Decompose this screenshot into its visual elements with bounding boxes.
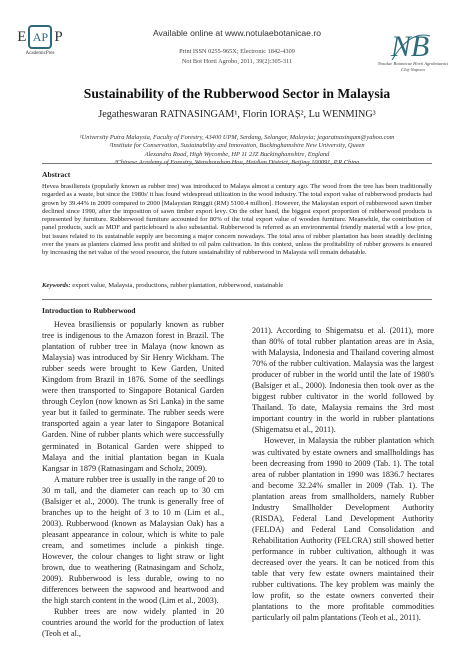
keywords xyxy=(42,282,432,290)
divider-top xyxy=(42,163,432,164)
body-paragraph: 2011). According to Shigematsu et al. (2011), more than 80% of total rubber plantation areas are in Asia, with Malaysia, Indonesia and Thailand covering almost 70% of the rubber cultivation. Malaysia was the largest producer of rubber in the world until the late of 1980's (Balsiger et al., 2000). Indonesia then took over as the biggest rubber cultivator in the world followed by Thailand. To date, Malaysia remains the 3rd most important country in the world in rubber plantations (Shigematsu et al., 2011). xyxy=(252,326,434,435)
left-column xyxy=(42,319,224,639)
logo-letter-p: P xyxy=(54,28,63,45)
issn-text: Print ISSN 0255-965X; Electronic 1842-4309 xyxy=(179,48,295,55)
logo-letter-e: E xyxy=(17,28,27,45)
journal-logo-icon xyxy=(380,26,440,66)
body-paragraph: Rubber trees are now widely planted in 20 countries around the world for the production of latex (Teoh et al., xyxy=(42,607,224,639)
article-authors: Jegatheswaran RATNASINGAM¹, Florin IORAȘ², Lu WENMING³ xyxy=(98,109,376,120)
journal-caption-line2: Cluj-Napoca xyxy=(401,67,425,72)
keywords-label: Keywords: xyxy=(42,282,71,289)
divider-bottom xyxy=(42,299,432,300)
right-column xyxy=(252,325,434,623)
available-online-link[interactable]: Available online at www.notulaebotanicae.ro xyxy=(152,28,321,38)
abstract-text: Hevea brasiliensis (popularly known as rubber tree) was introduced to Malaya almost a century ago. The wood from the tree has been traditionally regarded as a waste, but since the 1980s' it has found widespread utilization in the wood industry. The total export value of rubberwood products had grown by 39.44% in 2009 compared to 2000 [Malaysian Ringgit (RM) 5100.4 million]. However, the Malaysian export of rubberwood sawn timber declined since 1990, after the imposition of sawn timber export levy. On the other hand, the biggest export proportion of rubberwood products is represented by furniture. Rubberwood furniture accounted for 80% of the total export value of wooden furniture. Meanwhile, the contribution of panel products, such as MDF and particleboard is also substantial. Rubberwood is referred as an environmental friendly material with a low price, but issues related to its sustainable supply are becoming a major concern nowadays. The total area of rubber plantation has been steadily declining over the years as planters claimed less profit and shifted to oil palm cultivation. In this context, unless the profitability of rubber growers is ensured by increasing the net value of the wood resource, the future sustainability of rubberwood in Malaysia will remain debatable. xyxy=(42,183,432,256)
logo-letter-ap: AP xyxy=(32,29,49,44)
affiliation-2b: Alexandra Road, High Wycombe, HP 11 2JZ Buckinghamshire, England xyxy=(144,150,330,158)
body-paragraph: However, in Malaysia the rubber plantation which was cultivated by estate owners and smallholdings has been decreasing from 1990 to 2009 (Tab. 1). The total area of rubber plantation in 1990 was 1836.7 hectares and become 32.24% smaller in 2009 (Tab. 1). The plantation areas from smallholders, namely Rubber Industry Smallholder Development Authority (RISDA), Federal Land Development Authority (FELDA) and Federal Land Consolidation and Rehabilitation Authority (FELCRA) still showed better performance in rubber cultivation, although it was decreased over the years. It can be noticed from this table that very few estate owners maintained their rubber cultivations. The key problem was mainly the low profit, so the estate owners converted their plantations to the more profitable commodities particularly oil palm plantations (Teoh et al., 2011). xyxy=(252,436,434,623)
affiliation-2a: ²Institute for Conservation, Sustainability and Innovation, Buckinghamshire New University, Queen xyxy=(109,142,365,150)
body-paragraph: A mature rubber tree is usually in the range of 20 to 30 m tall, and the diameter can reach up to 30 cm (Balsiger et al., 2000). The trunk is generally free of branches up to the height of 3 to 10 m (Lim et al., 2003). Rubberwood (known as Malaysian Oak) has a pleasant appearance in colour, which is white to pale cream, and sometimes include a pinkish tinge. However, the colour changes to light straw or light brown, due to weathering (Ratnasingam and Scholz, 2009). Rubberwood is less durable, owing to no differences between the sapwood and heartwood and the high starch content in the wood (Lim et al., 2003). xyxy=(42,474,224,606)
publisher-caption: AcademicPres xyxy=(25,51,55,56)
affiliation-3: ³Chinese Academy of Forestry, Wanshoushan Hou, Haidian District, Beijing 100091, P.R.China xyxy=(114,159,360,167)
section-heading: Introduction to Rubberwood xyxy=(42,306,136,315)
affiliation-1: ¹University Putra Malaysia, Faculty of Forestry, 43400 UPM, Serdang, Selangor, Malaysia; jegaratnasingam@yahoo.com xyxy=(79,134,395,141)
body-paragraph: Hevea brasiliensis or popularly known as rubber tree is indigenous to the Amazon forest in Brazil. The plantation of rubber tree in Malaya (now known as Malaysia) was introduced by Sir Henry Wickham. The rubber seeds were brought to Kew Garden, United Kingdom from Brazil in 1876. Some of the seedlings were then transported to Singapore Botanical Garden through Ceylon (now known as Sri Lanka) in the same year but it failed to germinate. The rubber seeds were transported again a year later to Singapore Botanical Garden. Nine of rubber plants which were successfully germinated in Botanical Garden were shipped to Malaya and the initial plantation began in Kuala Kangsar in 1879 (Ratnasingam and Scholz, 2009). xyxy=(42,320,224,473)
journal-caption-line1: Notulae Botanicae Horti Agrobotanici xyxy=(377,61,449,66)
article-title: Sustainability of the Rubberwood Sector in Malaysia xyxy=(83,86,391,101)
abstract-heading: Abstract xyxy=(42,170,71,179)
citation-text: Not Bot Horti Agrobo, 2011, 39(2):305-311 xyxy=(181,58,293,65)
keywords-text: export value, Malaysia, productions, rubber plantation, rubberwood, sustainable xyxy=(72,282,284,289)
journal-caption xyxy=(368,61,458,73)
journal-logo-letters: NB xyxy=(390,30,430,63)
